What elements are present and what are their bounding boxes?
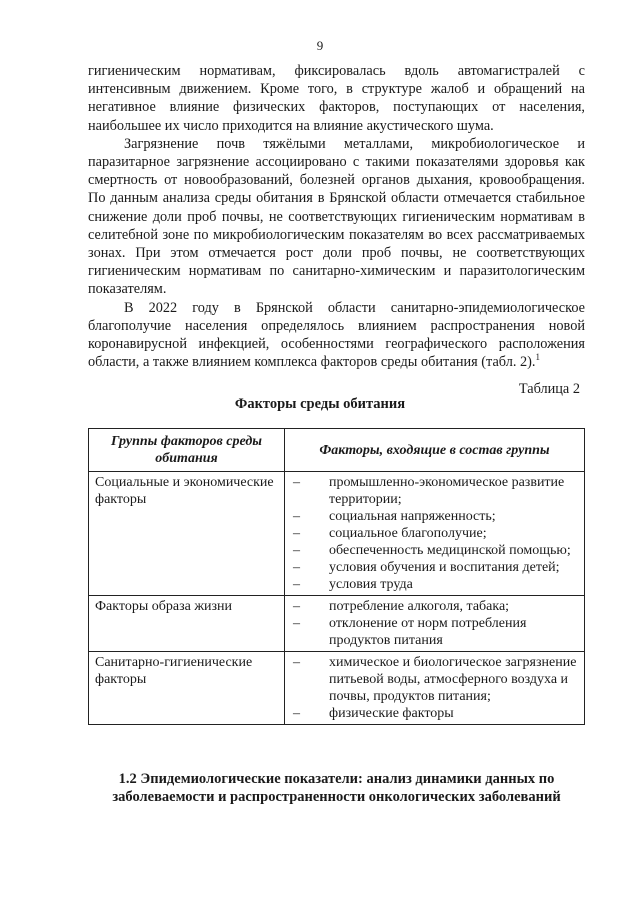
- factor-list-cell: [285, 596, 585, 652]
- factor-text: социальная напряженность;: [329, 509, 496, 524]
- factor-text: обеспеченность медицинской помощью;: [329, 543, 571, 558]
- dash-bullet: –: [293, 526, 300, 541]
- table-header-row: [89, 429, 585, 472]
- factor-group-cell: Санитарно-гигиенические факторы: [89, 652, 285, 725]
- dash-bullet: –: [293, 560, 300, 575]
- list-item: [291, 654, 578, 705]
- factor-list: [291, 474, 578, 593]
- factor-text: физические факторы: [329, 706, 454, 721]
- dash-bullet: –: [293, 655, 300, 670]
- list-item: [291, 542, 578, 559]
- body-text: [88, 62, 585, 371]
- factors-table: [88, 428, 585, 725]
- paragraph-3-text: В 2022 году в Брянской области санитарно-эпидемиологическое благополучие населения определялось влиянием распространения новой коронавирусной инфекцией, особенностями географического расположения области, а также влиянием комплекса факторов среды обитания (табл. 2).: [88, 299, 585, 371]
- factor-text: отклонение от норм потребления продуктов питания: [329, 616, 527, 648]
- section-heading: 1.2 Эпидемиологические показатели: анализ динамики данных по заболеваемости и распространенности онкологических заболеваний: [112, 771, 561, 805]
- factor-text: потребление алкоголя, табака;: [329, 599, 510, 614]
- header-factors: Факторы, входящие в состав группы: [285, 429, 585, 472]
- header-groups: Группы факторов среды обитания: [89, 429, 285, 472]
- dash-bullet: –: [293, 543, 300, 558]
- factor-text: условия труда: [329, 577, 413, 592]
- list-item: [291, 508, 578, 525]
- dash-bullet: –: [293, 599, 300, 614]
- table-row: [89, 472, 585, 596]
- page-number: 9: [316, 38, 324, 53]
- dash-bullet: –: [293, 616, 300, 631]
- factor-text: химическое и биологическое загрязнение питьевой воды, атмосферного воздуха и почвы, продуктов питания;: [329, 655, 577, 704]
- factor-list-cell: [285, 652, 585, 725]
- factor-text: социальное благополучие;: [329, 526, 487, 541]
- paragraph-2: Загрязнение почв тяжёлыми металлами, микробиологическое и паразитарное загрязнение ассоциировано с такими показателями здоровья как смертность от новообразований, болезней органов дыхания, кровообращения. По данным анализа среды обитания в Брянской области отмечается стабильное снижение доли проб почвы, не соответствующих гигиеническим нормативам в селитебной зоне по микробиологическим показателям во всех рассматриваемых зонах. При этом отмечается рост доли проб почвы, не соответствующих гигиеническим нормативам по санитарно-химическим и паразитологическим показателям.: [88, 135, 585, 298]
- table-title: Факторы среды обитания: [234, 396, 406, 412]
- list-item: [291, 559, 578, 576]
- dash-bullet: –: [293, 475, 300, 490]
- factor-text: промышленно-экономическое развитие территории;: [329, 475, 565, 507]
- factor-group-cell: Факторы образа жизни: [89, 596, 285, 652]
- factor-list: [291, 654, 578, 722]
- factor-text: условия обучения и воспитания детей;: [329, 560, 560, 575]
- factor-list: [291, 598, 578, 649]
- list-item: [291, 615, 578, 649]
- list-item: [291, 576, 578, 593]
- table-label: Таблица 2: [518, 381, 580, 397]
- dash-bullet: –: [293, 577, 300, 592]
- paragraph-3: [88, 299, 585, 372]
- list-item: [291, 525, 578, 542]
- dash-bullet: –: [293, 706, 300, 721]
- table-row: [89, 596, 585, 652]
- dash-bullet: –: [293, 509, 300, 524]
- factor-list-cell: [285, 472, 585, 596]
- footnote-mark[interactable]: 1: [535, 352, 540, 363]
- list-item: [291, 705, 578, 722]
- list-item: [291, 598, 578, 615]
- list-item: [291, 474, 578, 508]
- table-row: [89, 652, 585, 725]
- factor-group-cell: Социальные и экономические факторы: [89, 472, 285, 596]
- paragraph-1: гигиеническим нормативам, фиксировалась вдоль автомагистралей с интенсивным движением. Кроме того, в структуре жалоб и обращений на негативное влияние физических факторов, поступающих от населения, наибольшее их число приходится на влияние акустического шума.: [88, 63, 585, 134]
